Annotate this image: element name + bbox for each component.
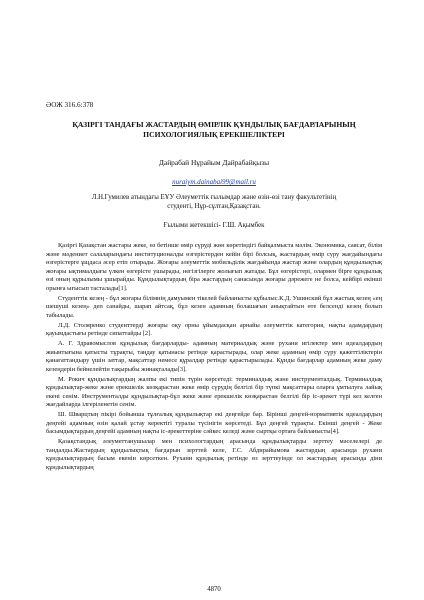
title-line: ҚАЗІРГІ ТАНДАҒЫ ЖАСТАРДЫҢ ӨМІРЛІК ҚҰНДЫЛЫҚ БАҒДАРЛАРЫНЫҢ [72, 120, 356, 129]
paper-page [46, 0, 382, 600]
affiliation-line: Л.Н.Гумилев атындағы ЕҰУ Әлеуметтік ғылымдар және өзін-өзі тану факультетінің [91, 194, 337, 201]
article-title [46, 120, 382, 140]
author-name: Дайрабай Нұрайым Дайрабайқызы [158, 158, 270, 167]
body-paragraph: Студенттік кезең - бұл жоғары білімнің дамуымен тікелей байланысты құбылыс.К.Д. Ушинский бұл жастық кезең «ең шешуші кезең» деп санайды, шарап айтсақ, бұл кезен адамның болашағын анықтайтын өте белсенді кезең болып табылады. [46, 294, 382, 319]
body-paragraph: Қазақстандық әлеуметтанушылар мен психологтардың арасында құндылықтарды зерттеу мәселелері де тандалды.Жастардың құндылықтық бағдарын зерттей келе, Г.С. Абдирайымова жастардың арасында рухани құндылықтардың басым екенін көрсеткен. Рухани құндылық ретінде өз зерттеуінде ол жастардың арасында діни құндылықтардың [46, 438, 382, 471]
page-number: 4870 [207, 586, 221, 593]
body-paragraph: Ш. Шварцтың пікірі бойынша тұлғалық құндылықтар екі деңгейде бар. Бірінші деңгей-нормативтік идеалдардың деңгейі адамның өзін қалай ұстау керектігі туралы түсінігін көрсетеді. Бұл деңгей тұрақты. Екінші деңгей - Жеке басымдықтардың деңгейі адамның нақты іс-әрекеттеріне сәйкес келеді және сыртқы ортаға байланысты[4]. [46, 411, 382, 436]
body-paragraph: А. Г. Здравомыслов құндылық бағдарларды- адамның материалдық және рухани игілектер мен идеалдардың жиынтығына қатысты тұрақты, таңдау қатынасы ретінде қарастырады, олар жеке адамның өмір сүру қажеттіліктерін қанағаттандыру үшін заттар, мақсаттар немесе құралдар ретінде қарастырылады. Құнды бағдарлар адамның жеке даму кезеңдерін бейнелейтін тақырыбы жинақталады[3]. [46, 340, 382, 373]
author-email-link[interactable]: nuraiym.dainabai99@mail.ru [172, 178, 256, 186]
title-line: ПСИХОЛОГИЯЛЫҚ ЕРЕКШЕЛІКТЕРІ [143, 130, 285, 139]
affiliation-line: студенті, Нұр-сұлтан,Қазақстан. [167, 203, 261, 211]
author-affiliation [56, 193, 372, 212]
body-paragraph: Қазіргі Қазақстан жастары жеке, өз бетінше өмір сүруді жөн көретіндігі байқалмыста мәлім. Экономика, саясат, білім және мәдениет салаларындағы институционалды өзгерістерден кейін бірі болсық, жастардың өмір суру жағдайындағы өзгерістерге ұщдаса әсер етіп отырады. Жоғары әлеуметтік мобильділік жағдайында жастар және олардың құндылықтық жоғары ықтималдығы үлкен өзгерісте ушырады, негізгілерге жолығып жатады. Бұл өзгерістері, олармен бірге құндылық өзі оның құрылымы ұшырайды. Құндылықтардың біра жастардың санасында жоғары дәрежеге не болса, кейбірі екінші орынға ығысып тасталады[1]. [46, 242, 382, 292]
body-paragraph: М. Рокич құндылықтардың жалпы екі типін түрін көрсетеді: терминалдық және инструменталдық. Терминалдық құндылықтар-жеке және ерекшелік көзқарастан жеке өмір сүрудің белгілі бір түпкі мақсаттары оларға ұмтылуға лайық екені сенім. Инструменталды құндылықтар-бұл жеке және ерекшелік көзқарастан белгілі бір іс-әрекет түрі кез келген жағдайларда ілгеріленетін сенім. [46, 375, 382, 409]
scientific-advisor: Ғылыми жетекшісі- Г.Ш. Ақымбек [163, 222, 265, 229]
udk-code: ӘОЖ 316.6:378 [46, 101, 94, 109]
body-paragraph: Л.Д. Столяренко студенттерді жоғары оқу орны ұйымдасқан арнайы әлеуметтік категория, нақты адамдардың қауымдастығы ретінде сипаттайды [2]. [46, 321, 382, 338]
article-body [46, 242, 382, 474]
